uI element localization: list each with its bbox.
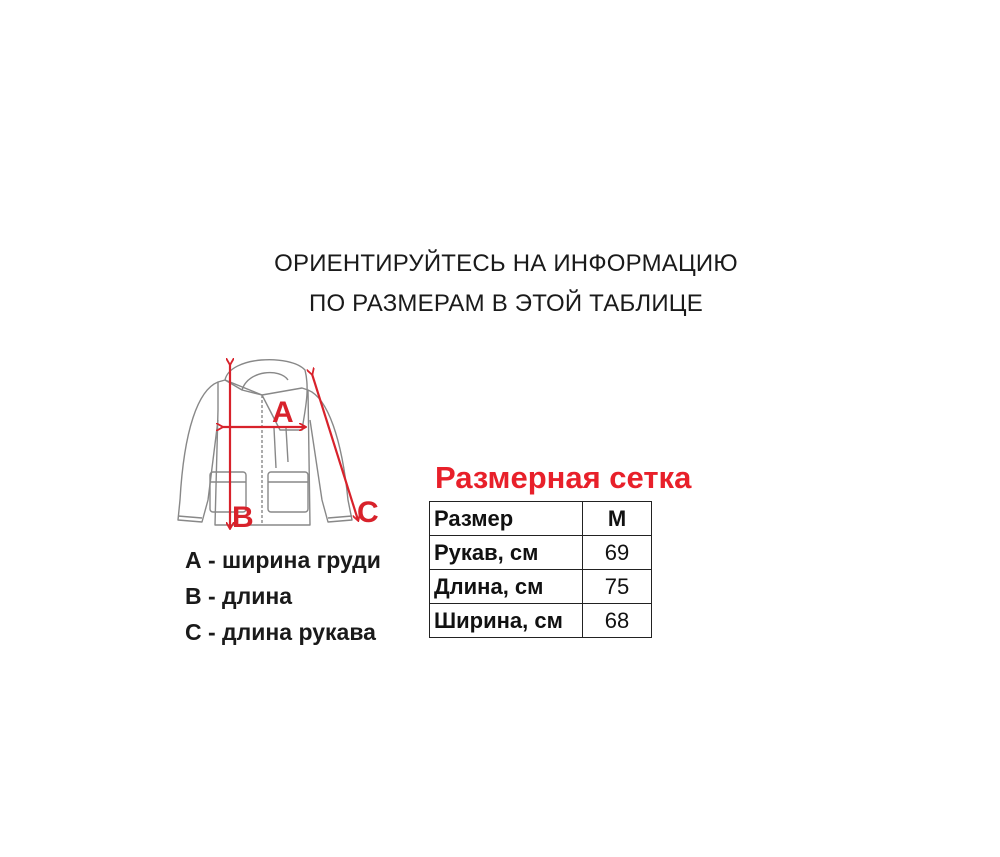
jacket-outline [178,360,352,525]
size-grid-title: Размерная сетка [435,460,692,495]
row-label-width: Ширина, см [430,604,583,638]
label-a: A [272,396,294,429]
header-size: M [583,502,652,536]
row-value-length: 75 [583,570,652,604]
heading-line-1: ОРИЕНТИРУЙТЕСЬ НА ИНФОРМАЦИЮ [274,250,738,277]
right-sleeve [308,390,352,522]
legend-chest-width: А - ширина груди [185,547,381,573]
row-value-width: 68 [583,604,652,638]
left-sleeve [178,382,218,522]
table-row [430,604,652,638]
legend-sleeve-length: С - длина рукава [185,619,376,645]
label-b: B [232,501,254,534]
row-label-sleeve: Рукав, см [430,536,583,570]
arrow-c [312,374,358,520]
table-header-row [430,502,652,536]
jacket-diagram [170,350,390,540]
right-pocket [268,472,308,512]
legend-length: В - длина [185,583,293,609]
row-label-length: Длина, см [430,570,583,604]
table-row [430,570,652,604]
header-label: Размер [430,502,583,536]
label-c: C [357,496,379,529]
row-value-sleeve: 69 [583,536,652,570]
heading-line-2: ПО РАЗМЕРАМ В ЭТОЙ ТАБЛИЦЕ [309,290,703,317]
size-table [429,501,652,638]
table-row [430,536,652,570]
